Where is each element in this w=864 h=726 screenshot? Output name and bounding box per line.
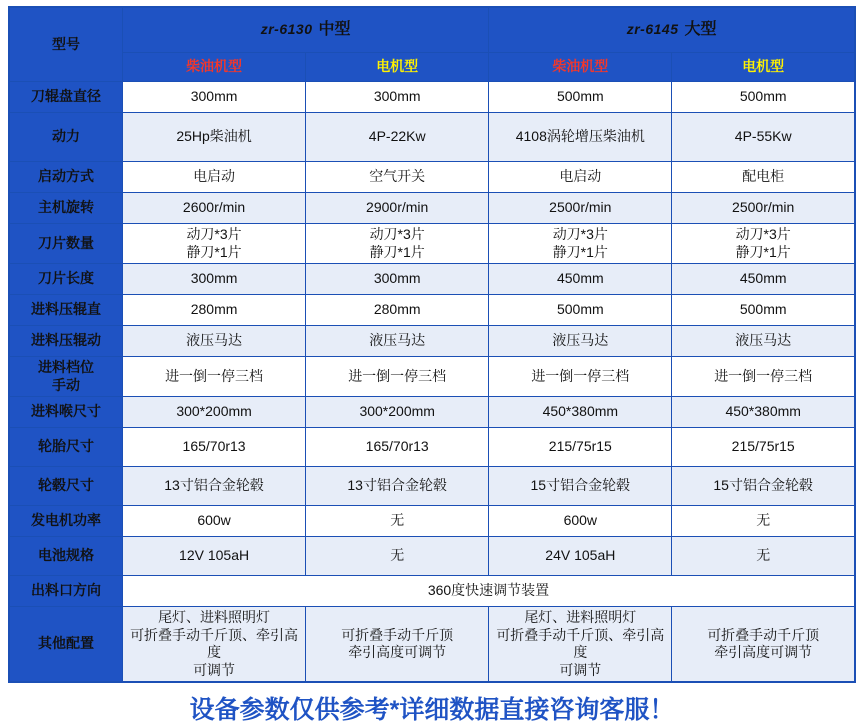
cell-r12-c1: 13寸铝合金轮毂 xyxy=(123,467,306,506)
row-label: 出料口方向 xyxy=(9,576,123,607)
cell-r9-c1: 进一倒一停三档 xyxy=(123,357,306,397)
row-label: 主机旋转 xyxy=(9,193,123,224)
variant-label: 电机型 xyxy=(742,58,785,75)
variant-header-2 xyxy=(306,53,489,82)
model-header-2 xyxy=(489,7,855,53)
table-row xyxy=(9,82,855,113)
cell-r1-c1: 300mm xyxy=(123,82,306,113)
row-label: 轮毂尺寸 xyxy=(9,467,123,506)
row-label: 刀片长度 xyxy=(9,264,123,295)
cell-r6-c3: 450mm xyxy=(489,264,672,295)
table-row xyxy=(9,264,855,295)
cell-r8-c2: 液压马达 xyxy=(306,326,489,357)
cell-r7-c4: 500mm xyxy=(672,295,855,326)
cell-r8-c4: 液压马达 xyxy=(672,326,855,357)
variant-header-1 xyxy=(123,53,306,82)
cell-r13-c3: 600w xyxy=(489,506,672,537)
variant-header-row xyxy=(9,53,855,82)
cell-r7-c3: 500mm xyxy=(489,295,672,326)
table-row xyxy=(9,397,855,428)
variant-header-3 xyxy=(489,53,672,82)
cell-r11-c2: 165/70r13 xyxy=(306,428,489,467)
table-row xyxy=(9,467,855,506)
table-row xyxy=(9,113,855,162)
variant-label: 柴油机型 xyxy=(552,58,609,75)
cell-r6-c1: 300mm xyxy=(123,264,306,295)
table-row xyxy=(9,162,855,193)
table-body xyxy=(9,7,855,682)
cell-r6-c2: 300mm xyxy=(306,264,489,295)
cell-r11-c1: 165/70r13 xyxy=(123,428,306,467)
model-size: 中型 xyxy=(318,21,351,38)
cell-r2-c3: 4108涡轮增压柴油机 xyxy=(489,113,672,162)
cell-r7-c1: 280mm xyxy=(123,295,306,326)
model-code: zr-6130 xyxy=(260,21,313,37)
cell-r11-c3: 215/75r15 xyxy=(489,428,672,467)
row-label: 进料档位 手动 xyxy=(9,357,123,397)
cell-r14-c1: 12V 105aH xyxy=(123,537,306,576)
table-row xyxy=(9,428,855,467)
row-label: 其他配置 xyxy=(9,607,123,683)
table-row xyxy=(9,295,855,326)
cell-span-value: 360度快速调节装置 xyxy=(123,576,856,607)
model-code: zr-6145 xyxy=(626,21,679,37)
cell-r5-c4: 动刀*3片 静刀*1片 xyxy=(672,224,855,264)
cell-r13-c2: 无 xyxy=(306,506,489,537)
row-label: 动力 xyxy=(9,113,123,162)
cell-r3-c4: 配电柜 xyxy=(672,162,855,193)
row-label: 进料喉尺寸 xyxy=(9,397,123,428)
cell-r2-c2: 4P-22Kw xyxy=(306,113,489,162)
cell-r1-c4: 500mm xyxy=(672,82,855,113)
cell-r4-c3: 2500r/min xyxy=(489,193,672,224)
row-label: 发电机功率 xyxy=(9,506,123,537)
cell-r8-c1: 液压马达 xyxy=(123,326,306,357)
cell-r10-c1: 300*200mm xyxy=(123,397,306,428)
cell-r10-c4: 450*380mm xyxy=(672,397,855,428)
cell-r2-c4: 4P-55Kw xyxy=(672,113,855,162)
variant-label: 电机型 xyxy=(376,58,419,75)
footer-note: 设备参数仅供参考*详细数据直接咨询客服！ xyxy=(189,696,675,724)
cell-r4-c2: 2900r/min xyxy=(306,193,489,224)
cell-r3-c2: 空气开关 xyxy=(306,162,489,193)
table-row xyxy=(9,193,855,224)
row-label: 进料压辊直 xyxy=(9,295,123,326)
table-row xyxy=(9,357,855,397)
cell-r4-c4: 2500r/min xyxy=(672,193,855,224)
cell-r13-c4: 无 xyxy=(672,506,855,537)
cell-r8-c3: 液压马达 xyxy=(489,326,672,357)
cell-r10-c2: 300*200mm xyxy=(306,397,489,428)
cell-other-config-1: 尾灯、进料照明灯 可折叠手动千斤顶、牵引高度 可调节 xyxy=(123,607,306,683)
cell-r9-c2: 进一倒一停三档 xyxy=(306,357,489,397)
model-header-1 xyxy=(123,7,489,53)
cell-r2-c1: 25Hp柴油机 xyxy=(123,113,306,162)
cell-r1-c2: 300mm xyxy=(306,82,489,113)
cell-r12-c3: 15寸铝合金轮毂 xyxy=(489,467,672,506)
table-row xyxy=(9,224,855,264)
cell-r4-c1: 2600r/min xyxy=(123,193,306,224)
model-corner-label: 型号 xyxy=(9,7,123,82)
row-label: 刀辊盘直径 xyxy=(9,82,123,113)
variant-label: 柴油机型 xyxy=(186,58,243,75)
cell-r14-c3: 24V 105aH xyxy=(489,537,672,576)
cell-r9-c3: 进一倒一停三档 xyxy=(489,357,672,397)
cell-r12-c2: 13寸铝合金轮毂 xyxy=(306,467,489,506)
table-row-span xyxy=(9,576,855,607)
cell-r10-c3: 450*380mm xyxy=(489,397,672,428)
table-row xyxy=(9,537,855,576)
cell-r5-c3: 动刀*3片 静刀*1片 xyxy=(489,224,672,264)
cell-r13-c1: 600w xyxy=(123,506,306,537)
cell-r6-c4: 450mm xyxy=(672,264,855,295)
cell-other-config-2: 可折叠手动千斤顶 牵引高度可调节 xyxy=(306,607,489,683)
row-label: 刀片数量 xyxy=(9,224,123,264)
cell-other-config-3: 尾灯、进料照明灯 可折叠手动千斤顶、牵引高度 可调节 xyxy=(489,607,672,683)
table-row-other-config xyxy=(9,607,855,683)
table-header-row xyxy=(9,7,855,53)
cell-r9-c4: 进一倒一停三档 xyxy=(672,357,855,397)
cell-r12-c4: 15寸铝合金轮毂 xyxy=(672,467,855,506)
cell-r14-c2: 无 xyxy=(306,537,489,576)
cell-r5-c2: 动刀*3片 静刀*1片 xyxy=(306,224,489,264)
cell-r11-c4: 215/75r15 xyxy=(672,428,855,467)
variant-header-4 xyxy=(672,53,855,82)
table-row xyxy=(9,506,855,537)
cell-r3-c3: 电启动 xyxy=(489,162,672,193)
cell-r1-c3: 500mm xyxy=(489,82,672,113)
specification-table xyxy=(8,6,856,683)
cell-r5-c1: 动刀*3片 静刀*1片 xyxy=(123,224,306,264)
cell-other-config-4: 可折叠手动千斤顶 牵引高度可调节 xyxy=(672,607,855,683)
row-label: 电池规格 xyxy=(9,537,123,576)
cell-r7-c2: 280mm xyxy=(306,295,489,326)
model-size: 大型 xyxy=(684,21,717,38)
row-label: 启动方式 xyxy=(9,162,123,193)
table-row xyxy=(9,326,855,357)
row-label: 轮胎尺寸 xyxy=(9,428,123,467)
cell-r3-c1: 电启动 xyxy=(123,162,306,193)
row-label: 进料压辊动 xyxy=(9,326,123,357)
cell-r14-c4: 无 xyxy=(672,537,855,576)
